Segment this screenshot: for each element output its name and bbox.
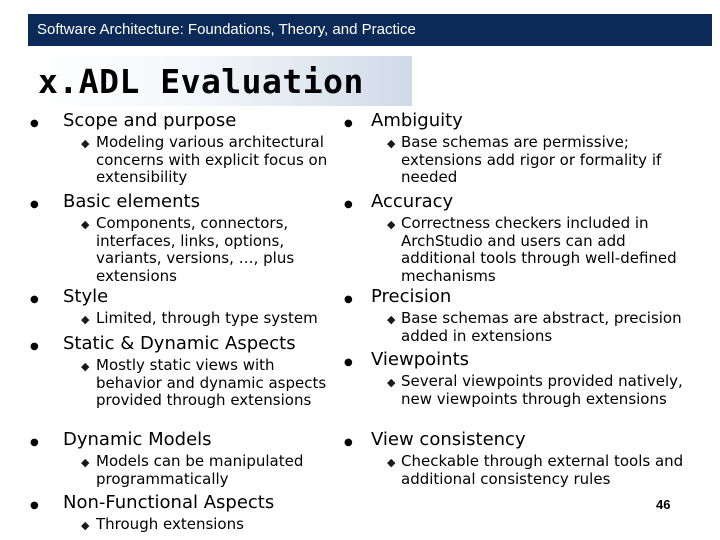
bullet-icon: ●: [344, 357, 353, 368]
bullet-icon: ●: [30, 118, 39, 129]
sub-bullet-icon: ◆: [81, 137, 90, 150]
bullet-icon: ●: [30, 341, 39, 352]
sub-bullet-icon: ◆: [81, 456, 90, 469]
bullet-detail: Correctness checkers included in ArchStudio and users can add additional tools through well-defined mechanisms: [401, 214, 677, 285]
sub-bullet-icon: ◆: [387, 313, 396, 326]
sub-bullet-icon: ◆: [387, 376, 396, 389]
bullet-heading: Viewpoints: [371, 349, 469, 370]
bullet-heading: View consistency: [371, 429, 526, 450]
bullet-detail: Mostly static views with behavior and dynamic aspects provided through extensions: [96, 356, 327, 409]
bullet-heading: Dynamic Models: [63, 429, 212, 450]
sub-bullet-icon: ◆: [81, 360, 90, 373]
page-number: 46: [656, 497, 671, 512]
bullet-detail: Base schemas are permissive; extensions add rigor or formality if needed: [401, 133, 662, 186]
sub-bullet-icon: ◆: [387, 137, 396, 150]
bullet-icon: ●: [30, 294, 39, 305]
sub-bullet-icon: ◆: [387, 456, 396, 469]
course-title: Software Architecture: Foundations, Theory, and Practice: [37, 21, 416, 38]
bullet-icon: ●: [344, 199, 353, 210]
bullet-heading: Style: [63, 286, 109, 307]
bullet-icon: ●: [30, 500, 39, 511]
bullet-detail: Several viewpoints provided natively, new viewpoints through extensions: [401, 372, 683, 408]
bullet-heading: Ambiguity: [371, 110, 463, 131]
bullet-detail: Components, connectors, interfaces, links, options, variants, versions, …, plus extensions: [96, 214, 295, 285]
bullet-icon: ●: [344, 118, 353, 129]
bullet-detail: Through extensions: [96, 515, 244, 533]
bullet-heading: Precision: [371, 286, 452, 307]
sub-bullet-icon: ◆: [81, 313, 90, 326]
bullet-heading: Scope and purpose: [63, 110, 237, 131]
sub-bullet-icon: ◆: [387, 218, 396, 231]
slide-title: x.ADL Evaluation: [38, 62, 364, 101]
sub-bullet-icon: ◆: [81, 218, 90, 231]
bullet-detail: Checkable through external tools and additional consistency rules: [401, 452, 684, 488]
bullet-heading: Non-Functional Aspects: [63, 492, 275, 513]
bullet-heading: Static & Dynamic Aspects: [63, 333, 296, 354]
bullet-detail: Models can be manipulated programmatically: [96, 452, 304, 488]
bullet-icon: ●: [30, 437, 39, 448]
bullet-icon: ●: [344, 437, 353, 448]
bullet-icon: ●: [30, 199, 39, 210]
bullet-heading: Basic elements: [63, 191, 200, 212]
bullet-icon: ●: [344, 294, 353, 305]
bullet-detail: Limited, through type system: [96, 309, 318, 327]
bullet-detail: Modeling various architectural concerns with explicit focus on extensibility: [96, 133, 328, 186]
bullet-heading: Accuracy: [371, 191, 454, 212]
bullet-detail: Base schemas are abstract, precision added in extensions: [401, 309, 682, 345]
header-banner: [28, 14, 712, 46]
sub-bullet-icon: ◆: [81, 519, 90, 532]
